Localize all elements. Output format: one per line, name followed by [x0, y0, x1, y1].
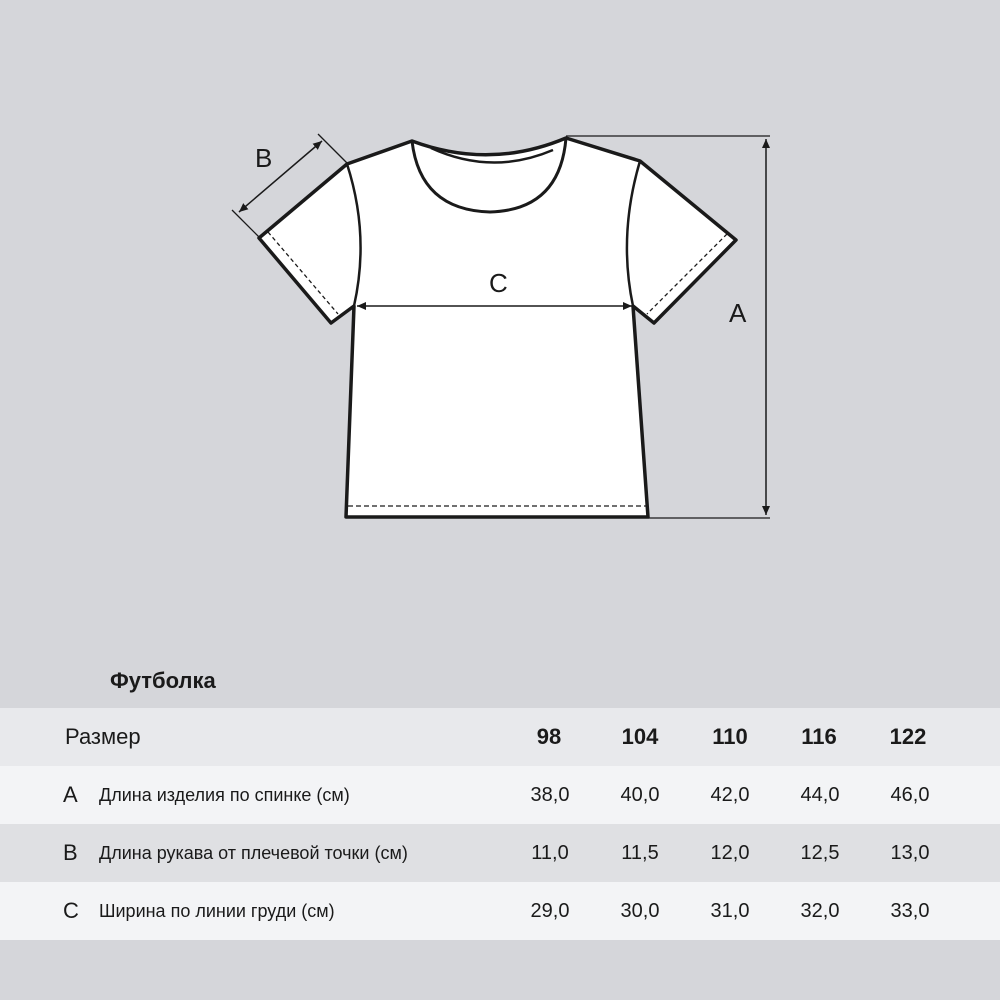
measure-b-bottom-guide — [232, 210, 260, 238]
row-letter: C — [63, 898, 79, 923]
table-cell: 11,5 — [621, 842, 659, 864]
row-description: Длина изделия по спинке (см) — [99, 785, 350, 805]
measure-b-label: B — [255, 143, 273, 173]
table-cell: 12,0 — [710, 842, 750, 864]
table-cell: 44,0 — [800, 784, 840, 806]
size-header-cell: 110 — [712, 724, 748, 749]
measure-c-label: C — [489, 268, 508, 298]
measure-a-label: A — [729, 298, 747, 328]
table-cell: 29,0 — [530, 900, 570, 922]
size-header-cell: 116 — [801, 724, 837, 749]
size-header-cell: 122 — [889, 724, 927, 749]
table-cell: 31,0 — [710, 900, 750, 922]
measure-b-top-guide — [318, 134, 348, 164]
size-table — [0, 708, 1000, 940]
row-description: Ширина по линии груди (см) — [99, 901, 335, 921]
product-title: Футболка — [110, 668, 216, 693]
size-header-cell: 104 — [621, 724, 659, 749]
table-cell: 33,0 — [890, 900, 930, 922]
row-letter: B — [63, 840, 78, 865]
table-cell: 42,0 — [710, 784, 750, 806]
table-cell: 11,0 — [531, 842, 569, 864]
row-description: Длина рукава от плечевой точки (см) — [99, 843, 408, 863]
tshirt-outline — [259, 138, 736, 517]
table-cell: 30,0 — [620, 900, 660, 922]
table-row-a — [0, 766, 1000, 824]
table-cell: 40,0 — [620, 784, 660, 806]
table-cell: 38,0 — [530, 784, 570, 806]
size-table-header — [0, 708, 1000, 766]
row-letter: A — [63, 782, 78, 807]
table-row-c — [0, 882, 1000, 940]
table-cell: 13,0 — [890, 842, 930, 864]
size-header-label: Размер — [65, 724, 141, 749]
table-cell: 12,5 — [800, 842, 840, 864]
table-row-b — [0, 824, 1000, 882]
table-cell: 46,0 — [890, 784, 930, 806]
size-header-cell: 98 — [536, 724, 562, 749]
table-cell: 32,0 — [800, 900, 840, 922]
